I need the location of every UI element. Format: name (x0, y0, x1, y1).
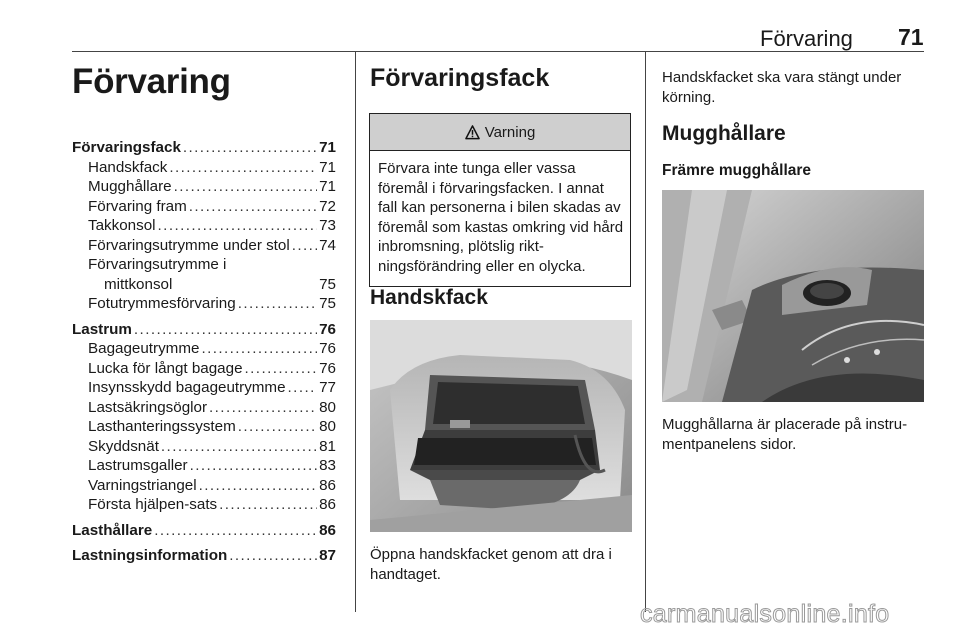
warning-box (369, 113, 631, 287)
glovebox-note: Handskfacket ska vara stängt under körning. (662, 69, 902, 106)
toc-entry[interactable]: Lastrum . . . 76 (72, 321, 336, 341)
toc-entry[interactable]: Insynsskydd bagageutrymme . . . 77 (72, 379, 336, 399)
toc-entry[interactable]: Lasthanteringssystem . . . 80 (72, 418, 336, 438)
toc-entry[interactable]: Lastrumsgaller . . . 83 (72, 457, 336, 477)
warning-header (370, 114, 630, 151)
cupholder-illustration (662, 190, 924, 402)
toc-entry[interactable]: Förvaring fram . . . 72 (72, 198, 336, 218)
table-of-contents (72, 139, 336, 567)
toc-entry[interactable]: Handskfack . . . 71 (72, 159, 336, 179)
cupholder-title: Mugghållare (662, 122, 786, 145)
toc-entry[interactable]: mittkonsol 75 (104, 275, 336, 293)
toc-entry[interactable]: Lasthållare . . . 86 (72, 522, 336, 542)
toc-entry[interactable]: Mugghållare . . . 71 (72, 178, 336, 198)
column-divider-right (645, 52, 646, 612)
running-header-title: Förvaring (760, 26, 853, 51)
section-title: Förvaringsfack (370, 64, 550, 92)
toc-entry[interactable]: Första hjälpen-sats . . . 86 (72, 496, 336, 516)
toc-entry[interactable]: Varningstriangel . . . 86 (72, 477, 336, 497)
toc-entry[interactable]: Förvaringsfack . . . 71 (72, 139, 336, 159)
warning-text: Förvara inte tunga eller vassa föremål i förvaringsfacken. I annat fall kan personerna i bilen skadas av föremål som kastas omkring vid hård inbromsning, plötslig riktningsförändring eller en olycka. (378, 160, 624, 275)
toc-entry[interactable]: Förvaringsutrymme under stol . . . 74 (72, 237, 336, 257)
toc-entry[interactable]: Skyddsnät . . . 81 (72, 438, 336, 458)
warning-icon (465, 125, 480, 140)
toc-entry[interactable]: Bagageutrymme . . . 76 (72, 340, 336, 360)
toc-entry[interactable]: Förvaringsutrymme i (88, 256, 227, 273)
column-divider-left (355, 52, 356, 612)
chapter-title: Förvaring (72, 62, 231, 101)
page-number: 71 (898, 24, 924, 50)
toc-entry[interactable]: Takkonsol . . . 73 (72, 217, 336, 237)
glovebox-illustration (370, 320, 632, 532)
watermark: carmanualsonline.info (640, 600, 890, 628)
warning-label: Varning (484, 123, 536, 141)
subsection-title: Handskfack (370, 286, 488, 309)
glovebox-caption: Öppna handskfacket genom att dra i handtaget. (370, 546, 612, 583)
toc-entry[interactable]: Lastningsinformation . . . 87 (72, 547, 336, 567)
cupholder-subtitle: Främre mugghållare (662, 162, 812, 179)
toc-entry[interactable]: Lastsäkringsöglor . . . 80 (72, 399, 336, 419)
toc-entry[interactable]: Fotutrymmesförvaring . . . 75 (72, 295, 336, 315)
toc-entry[interactable]: Lucka för långt bagage . . . 76 (72, 360, 336, 380)
header-rule (72, 51, 924, 52)
cupholder-caption: Mugghållarna är placerade på instrumentpanelens sidor. (662, 416, 908, 453)
